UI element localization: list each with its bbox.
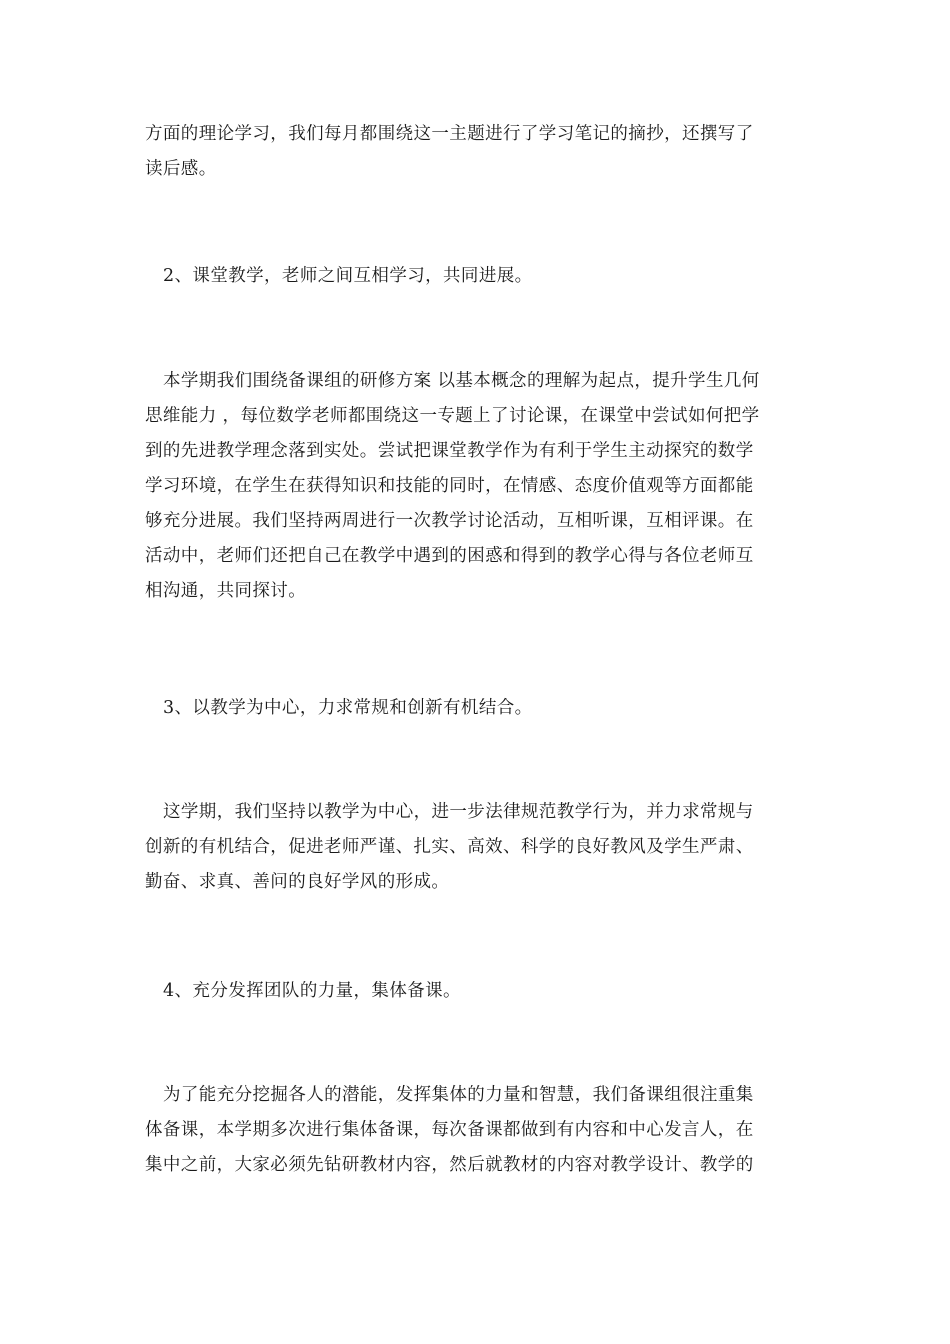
paragraph-line: 体备课，本学期多次进行集体备课，每次备课都做到有内容和中心发言人，在 — [145, 1120, 754, 1140]
paragraph-line: 创新的有机结合，促进老师严谨、扎实、高效、科学的良好教风及学生严肃、 — [145, 837, 754, 857]
heading-text: 4、充分发挥团队的力量，集体备课。 — [163, 981, 461, 1001]
paragraph-1 — [145, 117, 805, 187]
paragraph-line: 够充分进展。我们坚持两周进行一次教学讨论活动，互相听课，互相评课。在 — [145, 511, 754, 531]
paragraph-line: 本学期我们围绕备课组的研修方案 以基本概念的理解为起点，提升学生几何 — [163, 371, 760, 391]
heading-text: 2、课堂教学，老师之间互相学习，共同进展。 — [163, 266, 533, 286]
paragraph-line: 为了能充分挖掘各人的潜能，发挥集体的力量和智慧，我们备课组很注重集 — [163, 1085, 754, 1105]
paragraph-line: 活动中，老师们还把自己在教学中遇到的困惑和得到的教学心得与各位老师互 — [145, 546, 754, 566]
paragraph-line: 相沟通，共同探讨。 — [145, 581, 307, 601]
section-heading-2 — [145, 259, 805, 294]
paragraph-line: 到的先进教学理念落到实处。尝试把课堂教学作为有利于学生主动探究的数学 — [145, 441, 754, 461]
paragraph-line: 读后感。 — [145, 159, 217, 179]
paragraph-4 — [145, 1078, 805, 1183]
paragraph-line: 思维能力 ，每位数学老师都围绕这一专题上了讨论课，在课堂中尝试如何把学 — [145, 406, 760, 426]
paragraph-line: 这学期，我们坚持以教学为中心，进一步法律规范教学行为，并力求常规与 — [163, 802, 754, 822]
paragraph-3 — [145, 795, 805, 900]
heading-text: 3、以教学为中心，力求常规和创新有机结合。 — [163, 698, 533, 718]
paragraph-line: 方面的理论学习，我们每月都围绕这一主题进行了学习笔记的摘抄，还撰写了 — [145, 124, 754, 144]
paragraph-2 — [145, 364, 805, 609]
paragraph-line: 学习环境，在学生在获得知识和技能的同时，在情感、态度价值观等方面都能 — [145, 476, 754, 496]
paragraph-line: 集中之前，大家必须先钻研教材内容，然后就教材的内容对教学设计、教学的 — [145, 1155, 754, 1175]
paragraph-line: 勤奋、求真、善问的良好学风的形成。 — [145, 872, 450, 892]
section-heading-4 — [145, 974, 805, 1009]
section-heading-3 — [145, 691, 805, 726]
